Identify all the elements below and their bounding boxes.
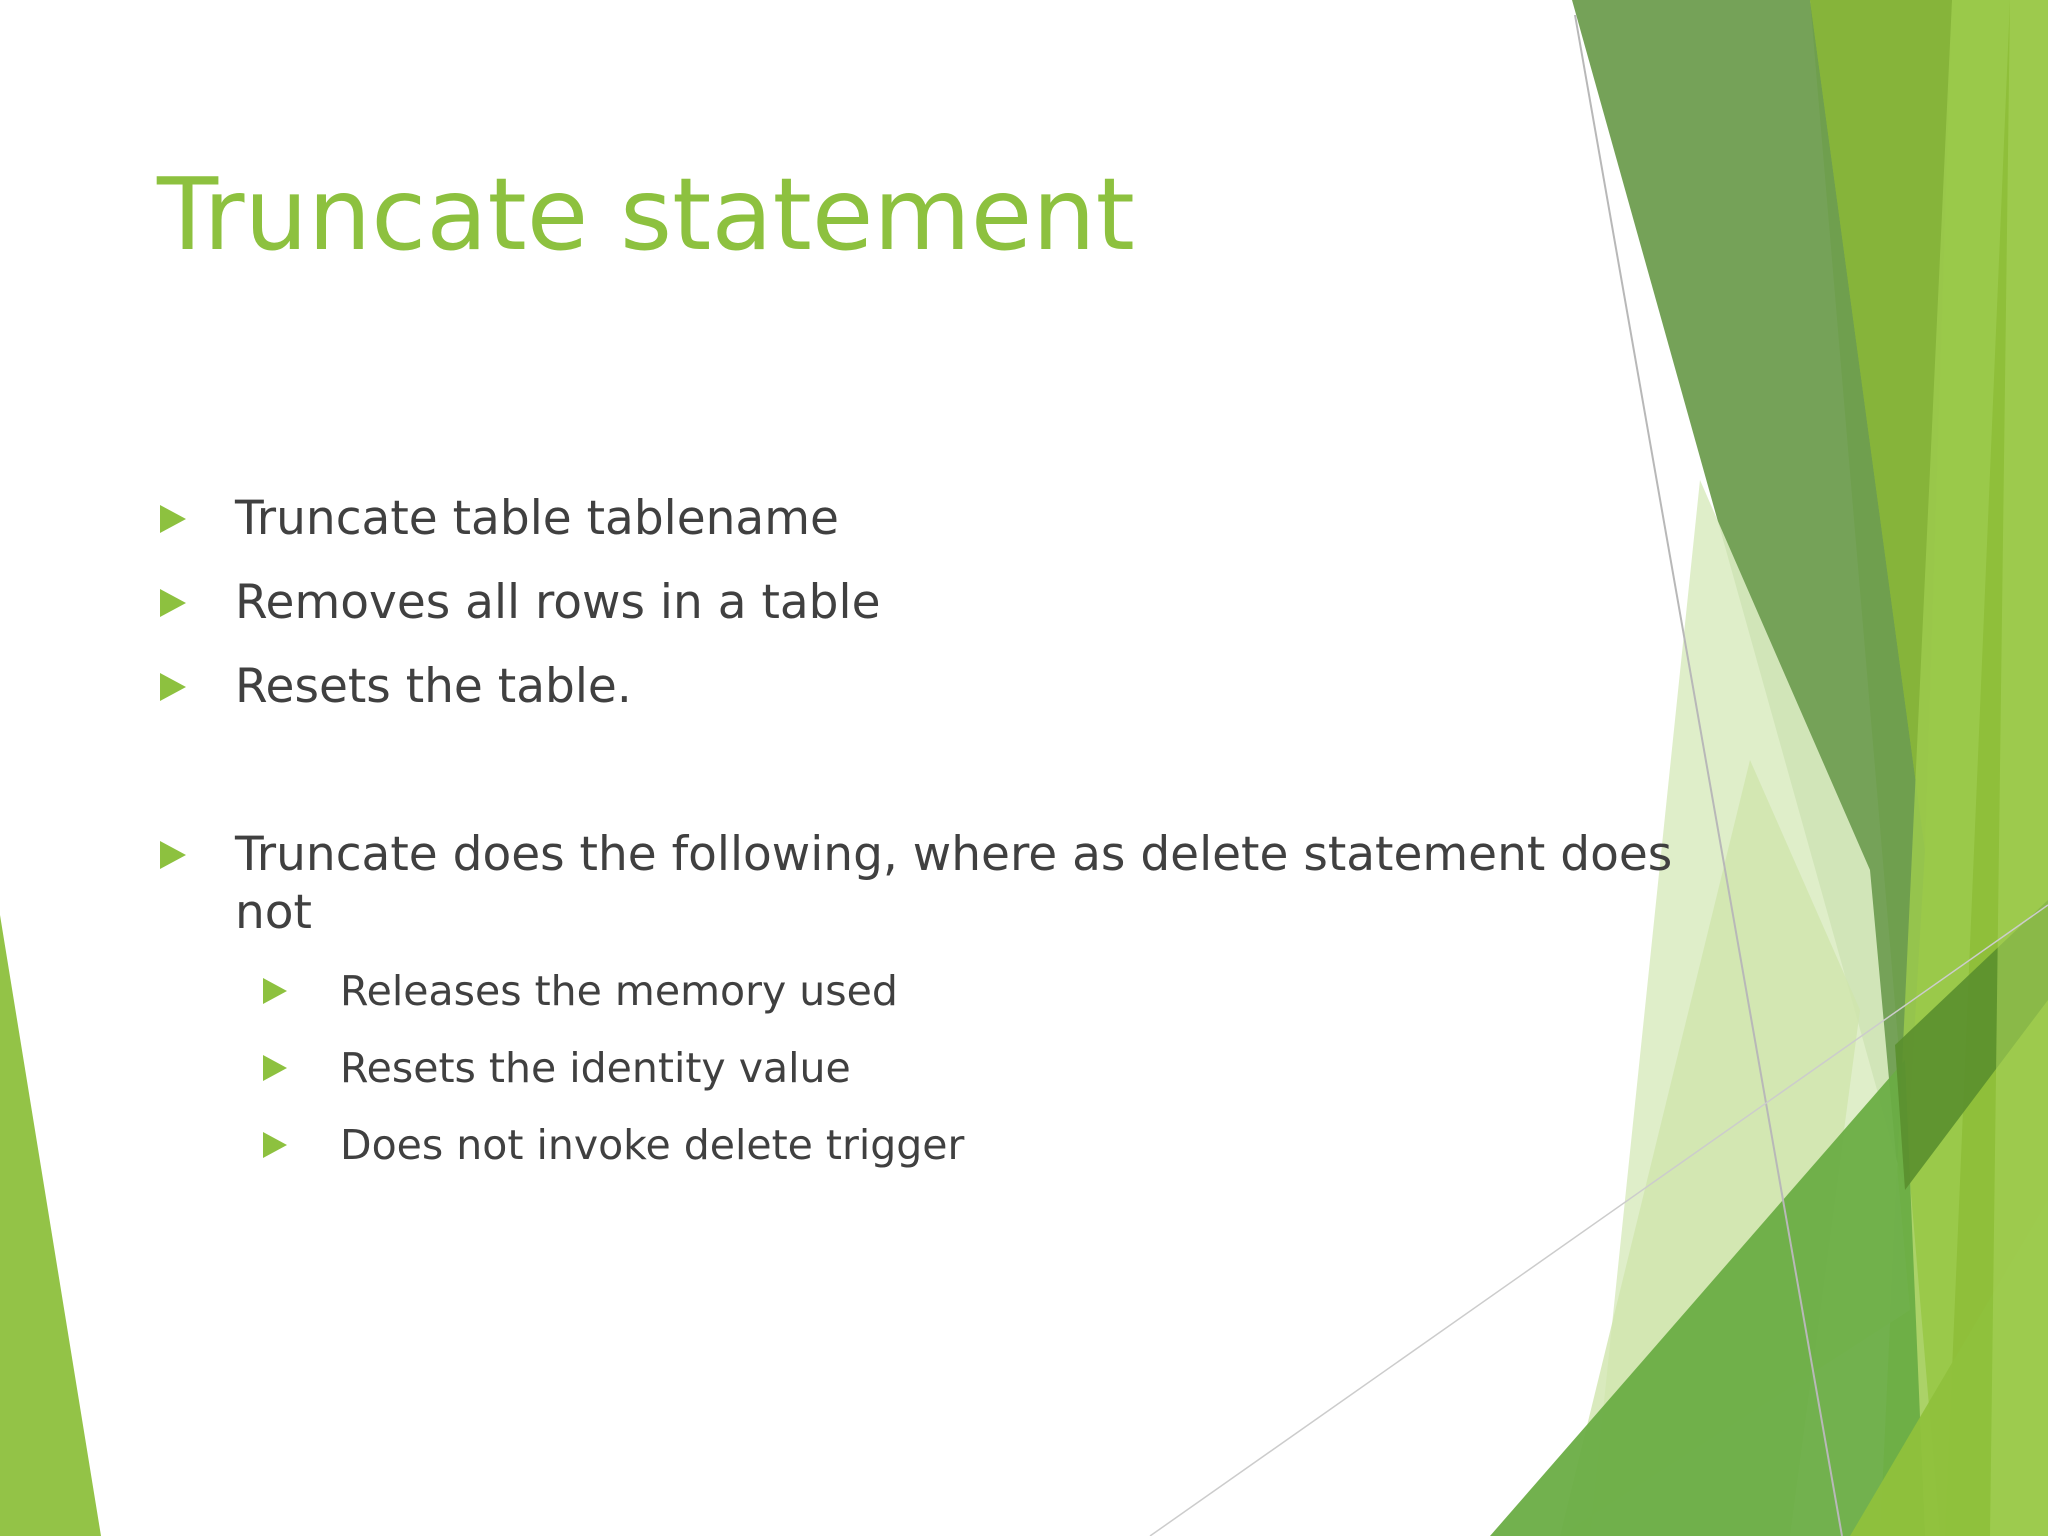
sub-bullet-text: Resets the identity value — [340, 1044, 851, 1092]
bullet-text: Truncate table tablename — [235, 491, 839, 546]
left-green-wedge — [0, 915, 101, 1536]
triangle-right-icon — [160, 589, 186, 617]
triangle-right-icon — [263, 1055, 287, 1081]
bullet-text: Truncate does the following, where as delete statement does not — [235, 827, 1673, 940]
triangle-right-icon — [160, 505, 186, 533]
triangle-right-icon — [160, 673, 186, 701]
bullet-text: Resets the table. — [235, 659, 632, 714]
sub-bullet-text: Does not invoke delete trigger — [340, 1121, 965, 1169]
bullet-text: Removes all rows in a table — [235, 575, 881, 630]
triangle-right-icon — [263, 978, 287, 1004]
slide-title: Truncate statement — [157, 156, 1135, 273]
triangle-right-icon — [160, 841, 186, 869]
triangle-right-icon — [263, 1132, 287, 1158]
sub-bullet-text: Releases the memory used — [340, 967, 898, 1015]
